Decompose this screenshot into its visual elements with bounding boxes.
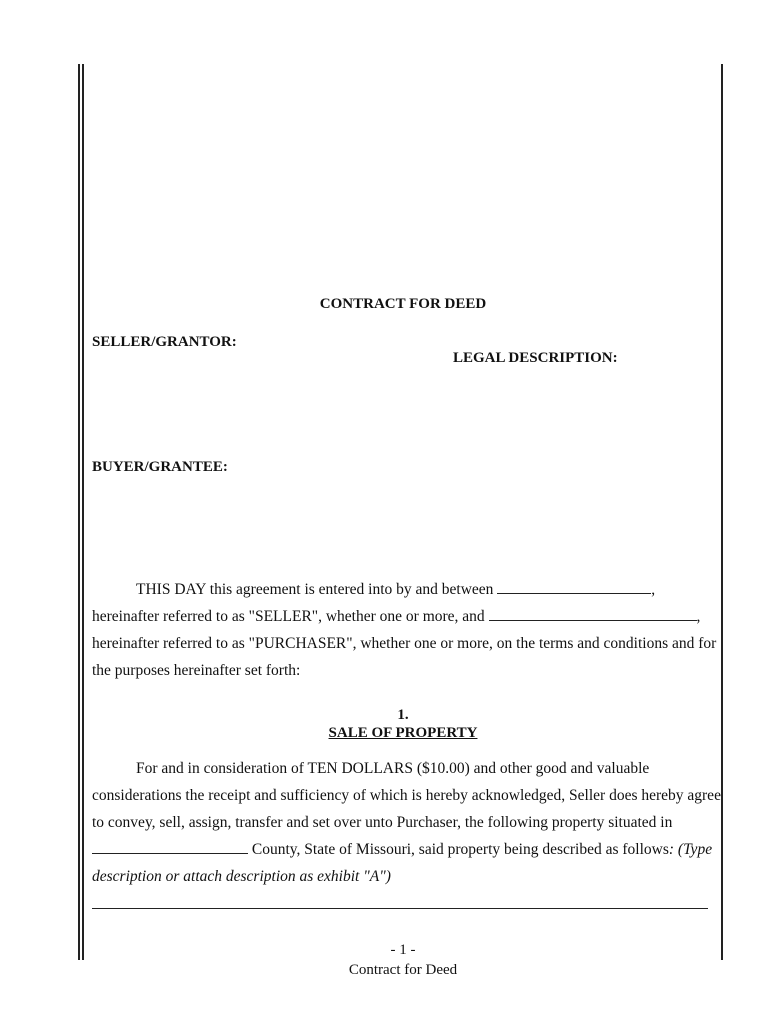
left-margin-rule-inner: [82, 64, 84, 960]
seller-name-blank[interactable]: [497, 581, 651, 594]
purchaser-name-blank[interactable]: [489, 608, 697, 621]
section-heading: SALE OF PROPERTY: [328, 725, 478, 741]
section1-line-4: [92, 841, 712, 859]
seller-label: SELLER/GRANTOR:: [92, 334, 237, 350]
page-number: - 1 -: [390, 942, 416, 958]
intro-line-3: hereinafter referred to as "PURCHASER", whether one or more, on the terms and conditions and for: [92, 635, 717, 652]
left-margin-rule: [78, 64, 80, 960]
section1-line-5: description or attach description as exhibit "A"): [92, 868, 391, 885]
county-blank[interactable]: [92, 841, 248, 854]
section1-line-4-text: County, State of Missouri, said property being described as follows: [251, 841, 669, 858]
section1-line-3: to convey, sell, assign, transfer and set over unto Purchaser, the following property situated in: [92, 814, 673, 831]
document-title: CONTRACT FOR DEED: [319, 296, 487, 312]
section1-line-4-italic: : (Type: [668, 841, 713, 858]
right-margin-rule: [721, 64, 723, 960]
intro-line-1: [136, 581, 655, 599]
intro-line-2-text: hereinafter referred to as "SELLER", whether one or more, and: [92, 608, 485, 625]
intro-line-2-comma: ,: [696, 608, 701, 625]
footer-title: Contract for Deed: [348, 962, 458, 978]
description-entry-line[interactable]: [92, 908, 708, 909]
section1-line-1: For and in consideration of TEN DOLLARS ($10.00) and other good and valuable: [136, 760, 650, 777]
intro-line-1-text: THIS DAY this agreement is entered into by and between: [136, 581, 494, 598]
intro-line-2: [92, 608, 700, 626]
buyer-label: BUYER/GRANTEE:: [92, 459, 228, 475]
section-number: 1.: [397, 707, 409, 723]
legal-description-label: LEGAL DESCRIPTION:: [453, 350, 618, 366]
intro-line-1-comma: ,: [651, 581, 656, 598]
intro-line-4: the purposes hereinafter set forth:: [92, 662, 301, 679]
section1-line-2: considerations the receipt and sufficiency of which is hereby acknowledged, Seller does hereby agree: [92, 787, 721, 804]
